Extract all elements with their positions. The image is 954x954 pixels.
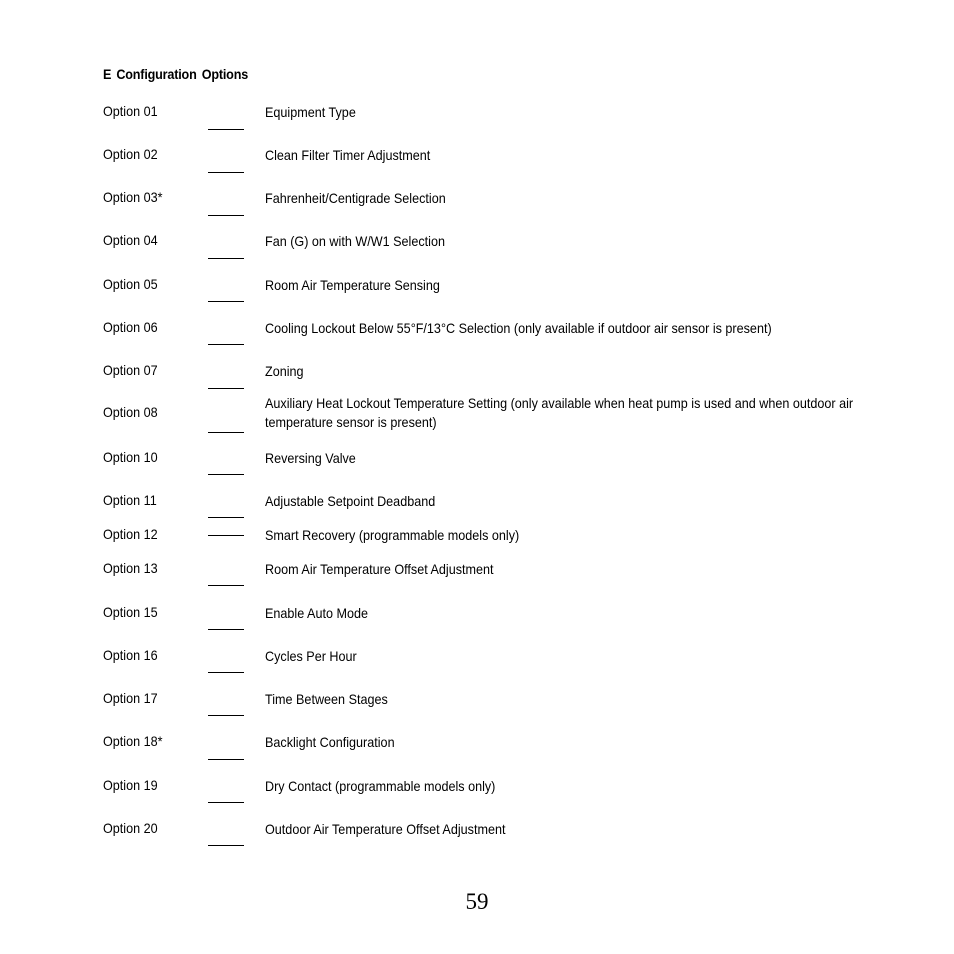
option-description: Reversing Valve bbox=[265, 450, 356, 466]
option-description: Auxiliary Heat Lockout Temperature Setting (only available when heat pump is used and when outdoor air temperature sensor is present) bbox=[265, 395, 854, 430]
option-setting-blank bbox=[208, 258, 244, 259]
option-label: Option 16 bbox=[103, 647, 158, 663]
option-label: Option 17 bbox=[103, 690, 158, 706]
option-setting-blank bbox=[208, 535, 244, 536]
option-setting-blank bbox=[208, 432, 244, 433]
option-setting-blank bbox=[208, 585, 244, 586]
option-description: Time Between Stages bbox=[265, 691, 388, 707]
option-setting-blank bbox=[208, 672, 244, 673]
option-label: Option 10 bbox=[103, 449, 158, 465]
option-label: Option 12 bbox=[103, 526, 158, 542]
option-setting-blank bbox=[208, 845, 244, 846]
option-description: Smart Recovery (programmable models only) bbox=[265, 527, 520, 543]
option-label: Option 08 bbox=[103, 404, 158, 420]
option-setting-blank bbox=[208, 129, 244, 130]
option-description: Adjustable Setpoint Deadband bbox=[265, 493, 436, 509]
option-setting-blank bbox=[208, 474, 244, 475]
option-description: Enable Auto Mode bbox=[265, 605, 368, 621]
option-label: Option 15 bbox=[103, 604, 158, 620]
option-setting-blank bbox=[208, 629, 244, 630]
option-label: Option 05 bbox=[103, 276, 158, 292]
option-label: Option 06 bbox=[103, 319, 158, 335]
option-label: Option 18* bbox=[103, 733, 163, 749]
option-setting-blank bbox=[208, 344, 244, 345]
option-description: Backlight Configuration bbox=[265, 734, 395, 750]
option-label: Option 11 bbox=[103, 492, 157, 508]
option-label: Option 03* bbox=[103, 189, 163, 205]
option-label: Option 19 bbox=[103, 777, 158, 793]
option-description: Dry Contact (programmable models only) bbox=[265, 778, 496, 794]
option-label: Option 13 bbox=[103, 560, 158, 576]
option-setting-blank bbox=[208, 388, 244, 389]
option-label: Option 02 bbox=[103, 146, 158, 162]
option-description: Room Air Temperature Sensing bbox=[265, 277, 440, 293]
option-description: Equipment Type bbox=[265, 104, 356, 120]
option-description: Fahrenheit/Centigrade Selection bbox=[265, 190, 446, 206]
option-setting-blank bbox=[208, 802, 244, 803]
page-number: 59 bbox=[465, 889, 489, 914]
option-description: Cycles Per Hour bbox=[265, 648, 357, 664]
option-label: Option 01 bbox=[103, 103, 158, 119]
option-label: Option 04 bbox=[103, 232, 158, 248]
option-setting-blank bbox=[208, 759, 244, 760]
option-description: Cooling Lockout Below 55°F/13°C Selection (only available if outdoor air sensor is present) bbox=[265, 320, 772, 336]
option-setting-blank bbox=[208, 517, 244, 518]
option-label: Option 20 bbox=[103, 820, 158, 836]
option-setting-blank bbox=[208, 172, 244, 173]
section-heading: E Configuration Options bbox=[103, 66, 249, 82]
option-description: Zoning bbox=[265, 363, 304, 379]
option-label: Option 07 bbox=[103, 362, 158, 378]
option-description: Clean Filter Timer Adjustment bbox=[265, 147, 431, 163]
option-setting-blank bbox=[208, 301, 244, 302]
option-description: Outdoor Air Temperature Offset Adjustment bbox=[265, 821, 506, 837]
option-description: Fan (G) on with W/W1 Selection bbox=[265, 233, 445, 249]
option-setting-blank bbox=[208, 715, 244, 716]
option-description: Room Air Temperature Offset Adjustment bbox=[265, 561, 494, 577]
option-setting-blank bbox=[208, 215, 244, 216]
